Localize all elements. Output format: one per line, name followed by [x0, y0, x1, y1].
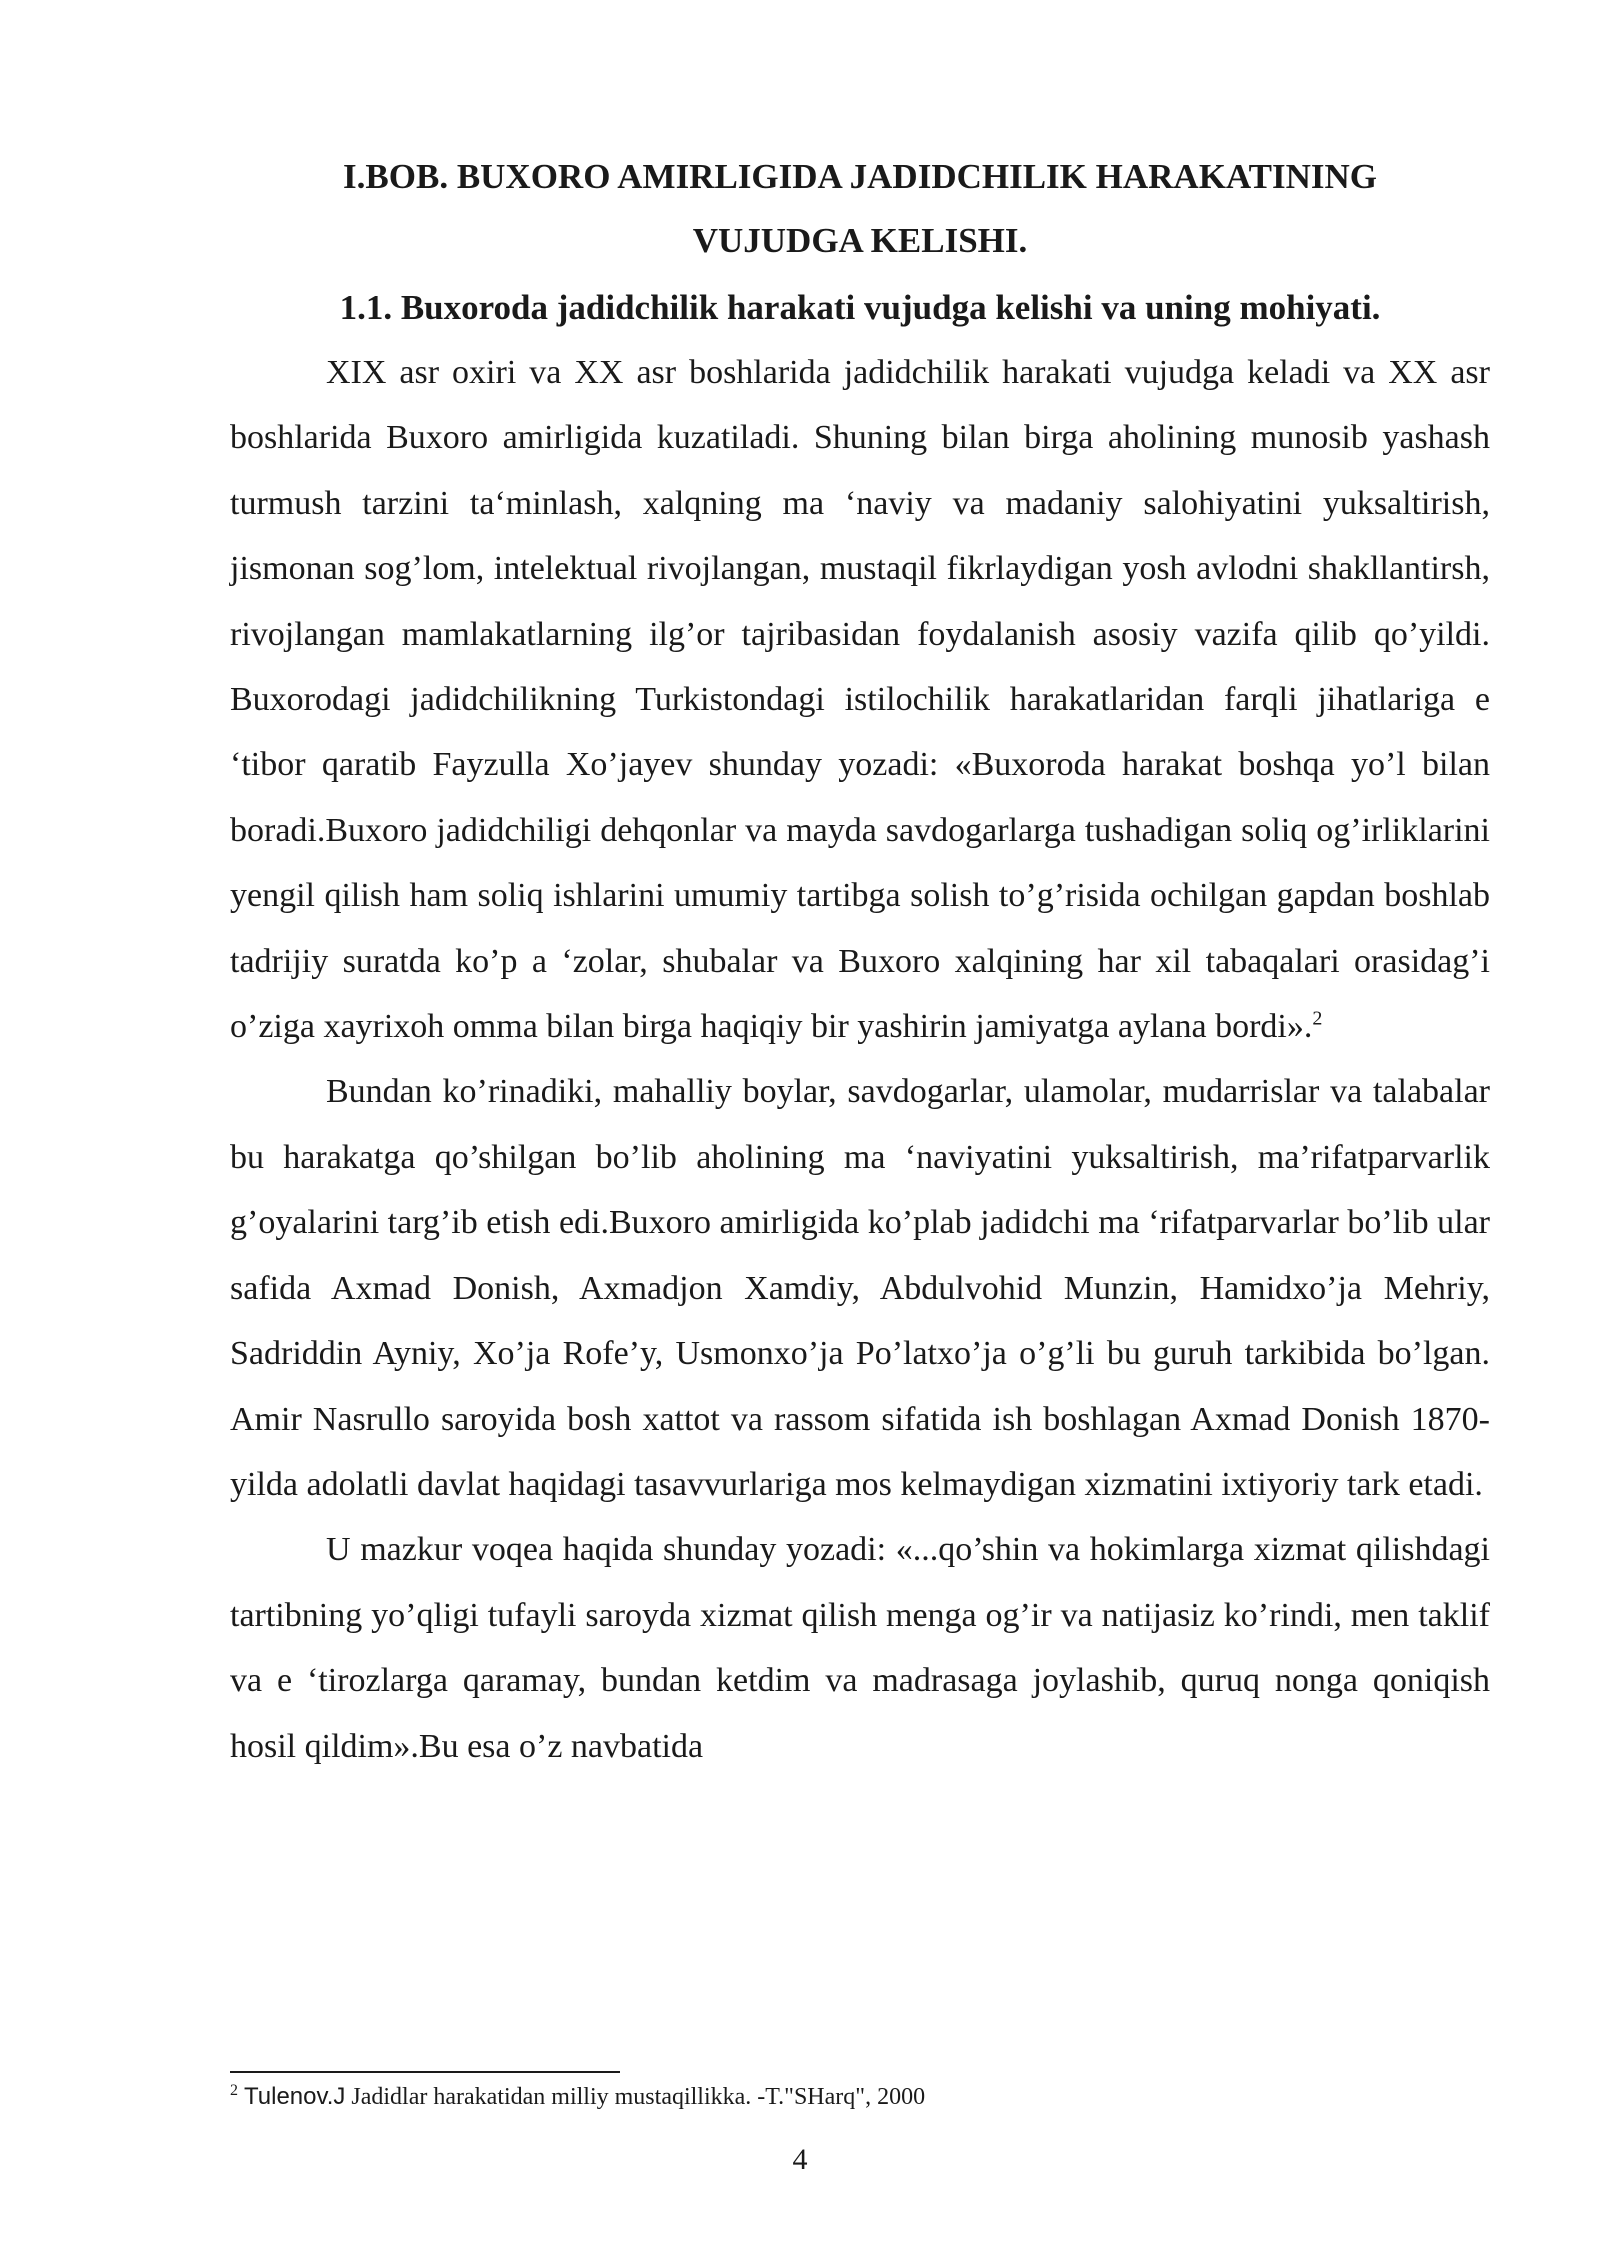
paragraph-2-text: Bundan ko’rinadiki, mahalliy boylar, savdogarlar, ulamolar, mudarrislar va talabalar bu harakatga qo’shilgan bo’lib aholining ma ‘naviyatini yuksaltirish, ma’rifatparvarlik g’oyalarini targ’ib etish edi.Buxoro amirligida ko’plab jadidchi ma ‘rifatparvarlar bo’lib ular safida Axmad Donish, Axmadjon Xamdiy, Abdulvohid Munzin, Hamidxo’ja Mehriy, Sadriddin Ayniy, Xo’ja Rofe’y, Usmonxo’ja Po’latxo’ja o’g’li bu guruh tarkibida bo’lgan. Amir Nasrullo saroyida bosh xattot va rassom sifatida ish boshlagan Axmad Donish 1870-yilda adolatli davlat haqidagi tasavvurlariga mos kelmaydigan xizmatini ixtiyoriy tark etadi. — [230, 1073, 1490, 1503]
paragraph-3 — [230, 1517, 1490, 1779]
chapter-title-line-1: I.BOB. BUXORO AMIRLIGIDA JADIDCHILIK HARAKATINING — [343, 157, 1377, 196]
footnote-number: 2 — [230, 2082, 238, 2099]
page-number: 4 — [792, 2143, 808, 2176]
paragraph-2 — [230, 1059, 1490, 1517]
footnote — [230, 2080, 1490, 2114]
footnote-author: Tulenov.J — [244, 2083, 346, 2110]
footnote-text: Jadidlar harakatidan milliy mustaqillikka. -T."SHarq", 2000 — [345, 2084, 926, 2110]
paragraph-1 — [230, 340, 1490, 1059]
footnote-separator — [230, 2071, 620, 2073]
chapter-title-line-2: VUJUDGA KELISHI. — [692, 221, 1028, 260]
section-title: 1.1. Buxoroda jadidchilik harakati vujudga kelishi va uning mohiyati. — [339, 288, 1381, 327]
paragraph-3-text: U mazkur voqea haqida shunday yozadi: «...qo’shin va hokimlarga xizmat qilishdagi tartibning yo’qligi tufayli saroyda xizmat qilish menga og’ir va natijasiz ko’rindi, men taklif va e ‘tirozlarga qaramay, bundan ketdim va madrasaga joylashib, quruq nonga qoniqish hosil qildim».Bu esa o’z navbatida — [230, 1531, 1490, 1765]
paragraph-1-text: XIX asr oxiri va XX asr boshlarida jadidchilik harakati vujudga keladi va XX asr boshlarida Buxoro amirligida kuzatiladi. Shuning bilan birga aholining munosib yashash turmush tarzini ta‘minlash, xalqning ma ‘naviy va madaniy salohiyatini yuksaltirish, jismonan sog’lom, intelektual rivojlangan, mustaqil fikrlaydigan yosh avlodni shakllantirsh, rivojlangan mamlakatlarning ilg’or tajribasidan foydalanish asosiy vazifa qilib qo’yildi. Buxorodagi jadidchilikning Turkistondagi istilochilik harakatlaridan farqli jihatlariga e ‘tibor qaratib Fayzulla Xo’jayev shunday yozadi: «Buxoroda harakat boshqa yo’l bilan boradi.Buxoro jadidchiligi dehqonlar va mayda savdogarlarga tushadigan soliq og’irliklarini yengil qilish ham soliq ishlarini umumiy tartibga solish to’g’risida ochilgan gapdan boshlab tadrijiy suratda ko’p a ‘zolar, shubalar va Buxoro xalqining har xil tabaqalari orasidag’i o’ziga xayrixoh omma bilan birga haqiqiy bir yashirin jamiyatga aylana bordi». — [230, 354, 1490, 1046]
body-text — [230, 340, 1490, 1779]
chapter-title — [230, 145, 1490, 273]
footnote-reference[interactable]: 2 — [1312, 1007, 1323, 1030]
